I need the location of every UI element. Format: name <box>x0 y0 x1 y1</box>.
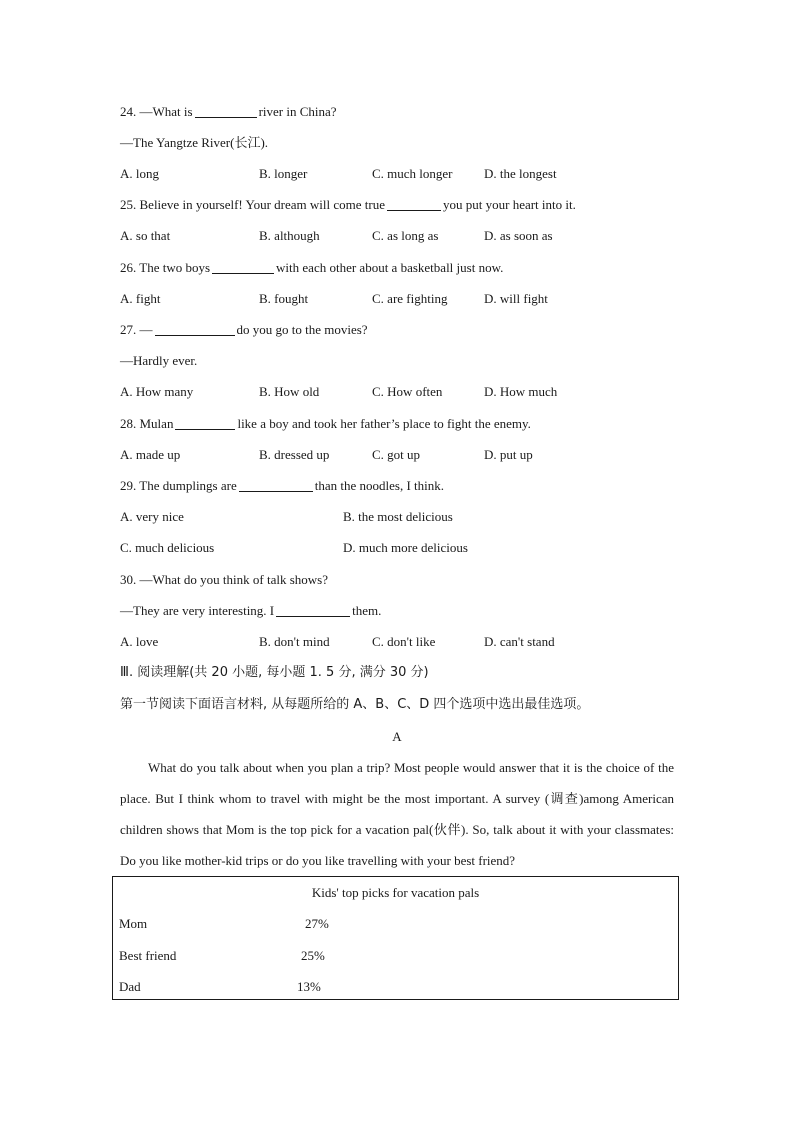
option-c: C. much longer <box>372 166 453 181</box>
stem-text: 24. —What is <box>120 104 193 119</box>
option-a: A. love <box>120 634 159 649</box>
option-c: C. How often <box>372 384 443 399</box>
answer-blank <box>175 417 235 430</box>
question-25-stem <box>120 197 576 213</box>
option-b: B. How old <box>259 384 320 399</box>
question-27-answer-line: —Hardly ever. <box>120 353 198 368</box>
option-a: A. How many <box>120 384 194 399</box>
option-d: D. as soon as <box>484 228 553 243</box>
option-c: C. are fighting <box>372 291 448 306</box>
stem-text: with each other about a basketball just now. <box>276 260 504 275</box>
answer-blank <box>212 261 274 274</box>
option-c: C. much delicious <box>120 540 215 555</box>
stem-text: you put your heart into it. <box>443 197 576 212</box>
table-caption: Kids' top picks for vacation pals <box>311 885 480 900</box>
stem-text: river in China? <box>258 104 337 119</box>
stem-text: 27. — <box>120 322 153 337</box>
option-b: B. although <box>259 228 320 243</box>
question-30-answer-line <box>120 603 381 619</box>
passage-text: What do you talk about when you plan a trip? Most people would answer that it is the choice of the place. But I think whom to travel with might be the most important. A survey (调查)among American children shows that Mom is the top pick for a vacation pal(伙伴). So, talk about it with your classmates: Do you like mother-kid trips or do you like travelling with your best friend? <box>120 760 674 868</box>
section-heading: Ⅲ. 阅读理解(共 20 小题, 每小题 1. 5 分, 满分 30 分) <box>120 665 429 680</box>
question-24-answer-line: —The Yangtze River(长江). <box>120 135 269 150</box>
stem-text: 25. Believe in yourself! Your dream will come true <box>120 197 385 212</box>
stem-text: 29. The dumplings are <box>120 478 237 493</box>
stem-text: them. <box>352 603 382 618</box>
section-instruction: 第一节阅读下面语言材料, 从每题所给的 A、B、C、D 四个选项中选出最佳选项。 <box>120 697 590 712</box>
table-row-value: 27% <box>305 916 329 931</box>
answer-blank <box>239 479 313 492</box>
stem-text: do you go to the movies? <box>236 322 368 337</box>
option-a: A. very nice <box>120 509 184 524</box>
option-a: A. made up <box>120 447 181 462</box>
answer-blank <box>155 323 235 336</box>
answer-blank <box>195 105 257 118</box>
option-a: A. long <box>120 166 159 181</box>
option-d: D. put up <box>484 447 533 462</box>
option-c: C. as long as <box>372 228 439 243</box>
stem-text: than the noodles, I think. <box>314 478 445 493</box>
option-d: D. the longest <box>484 166 557 181</box>
option-d: D. can't stand <box>484 634 555 649</box>
table-row-label: Dad <box>119 979 141 994</box>
stem-text: like a boy and took her father’s place to fight the enemy. <box>237 416 531 431</box>
question-28-stem <box>120 416 531 432</box>
question-30-stem: 30. —What do you think of talk shows? <box>120 572 328 587</box>
vacation-pals-table <box>112 876 679 1000</box>
stem-text: 28. Mulan <box>120 416 174 431</box>
option-a: A. fight <box>120 291 161 306</box>
option-d: D. will fight <box>484 291 548 306</box>
stem-text: —They are very interesting. I <box>120 603 275 618</box>
option-b: B. fought <box>259 291 309 306</box>
question-24-stem <box>120 104 337 120</box>
stem-text: 26. The two boys <box>120 260 211 275</box>
question-29-stem <box>120 478 444 494</box>
answer-blank <box>387 198 441 211</box>
option-c: C. got up <box>372 447 421 462</box>
option-c: C. don't like <box>372 634 436 649</box>
table-row-value: 25% <box>301 948 325 963</box>
option-d: D. How much <box>484 384 558 399</box>
option-d: D. much more delicious <box>343 540 468 555</box>
option-b: B. dressed up <box>259 447 330 462</box>
option-a: A. so that <box>120 228 171 243</box>
passage-paragraph <box>120 752 674 876</box>
option-b: B. longer <box>259 166 308 181</box>
passage-label: A <box>392 729 402 744</box>
table-row-label: Best friend <box>119 948 177 963</box>
option-b: B. don't mind <box>259 634 330 649</box>
question-27-stem <box>120 322 368 338</box>
answer-blank <box>276 604 350 617</box>
table-row-value: 13% <box>297 979 321 994</box>
question-26-stem <box>120 260 503 276</box>
table-row-label: Mom <box>119 916 148 931</box>
option-b: B. the most delicious <box>343 509 453 524</box>
